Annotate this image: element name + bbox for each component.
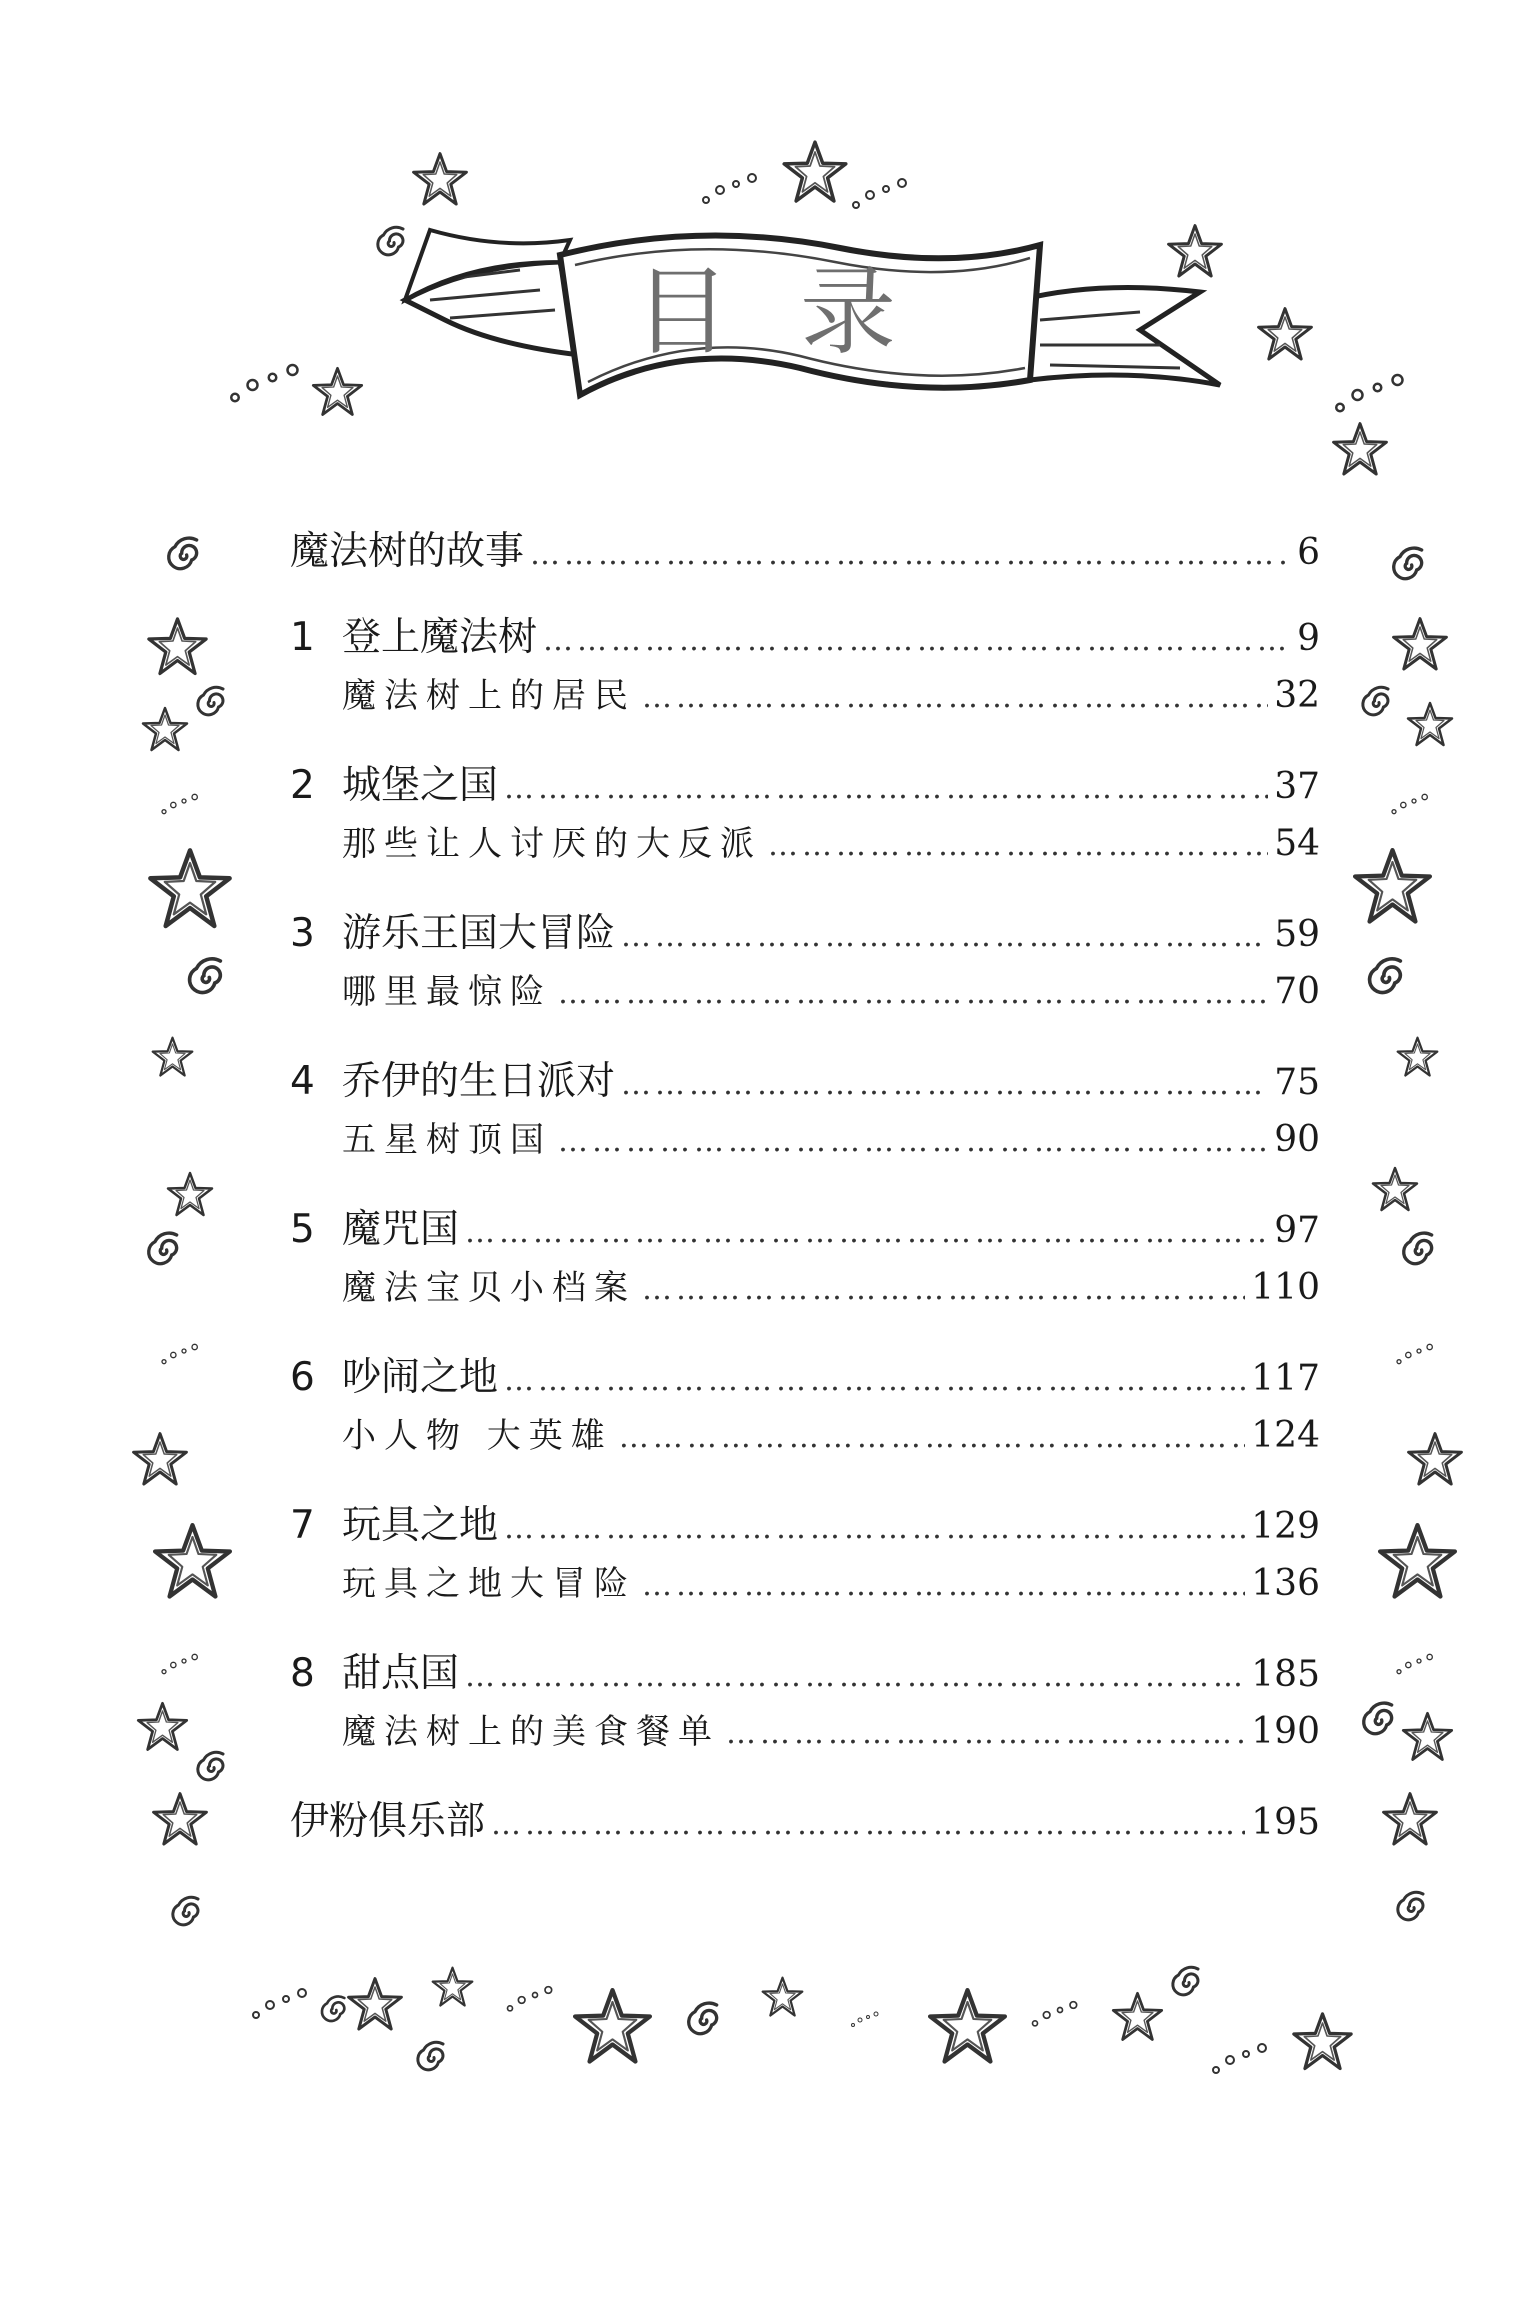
section-title: 魔法宝贝小档案	[342, 1268, 636, 1308]
dots-icon	[853, 179, 906, 208]
page-number: 97	[1274, 1210, 1320, 1251]
toc-subentry[interactable]	[290, 964, 1320, 1026]
star-icon	[149, 619, 206, 674]
star-icon	[1259, 309, 1312, 359]
swirl-icon	[1363, 687, 1388, 715]
dot-leader	[642, 1272, 1245, 1307]
section-title: 玩具之地大冒险	[342, 1564, 636, 1604]
chapter-title: 伊粉俱乐部	[290, 1799, 486, 1844]
toc-entry[interactable]	[290, 1198, 1320, 1260]
page-number: 90	[1274, 1119, 1320, 1160]
dots-icon	[508, 1987, 552, 2011]
page-number: 54	[1274, 823, 1320, 864]
star-icon	[433, 1968, 473, 2006]
toc-entry[interactable]	[290, 1790, 1320, 1852]
page-number: 185	[1251, 1654, 1320, 1695]
page-number: 75	[1274, 1062, 1320, 1103]
dot-leader	[621, 1067, 1268, 1102]
title-banner	[405, 230, 1220, 395]
chapter-number: 8	[290, 1651, 315, 1696]
dots-icon	[253, 1989, 306, 2018]
star-icon	[349, 1979, 402, 2029]
swirl-icon	[198, 687, 223, 715]
section-title: 五星树顶国	[342, 1120, 552, 1160]
toc-subentry[interactable]	[290, 1260, 1320, 1322]
star-icon	[155, 1525, 230, 1596]
page-number: 117	[1251, 1358, 1320, 1399]
star-icon	[763, 1978, 803, 2016]
swirl-icon	[1364, 1703, 1392, 1734]
chapter-number: 3	[290, 911, 315, 956]
toc-subentry[interactable]	[290, 1704, 1320, 1766]
dots-icon	[1213, 2044, 1266, 2073]
star-icon	[1394, 619, 1447, 669]
page-number: 70	[1274, 971, 1320, 1012]
star-icon	[313, 368, 361, 414]
page-number: 129	[1251, 1506, 1320, 1547]
star-icon	[153, 1038, 193, 1076]
swirl-icon	[198, 1752, 223, 1780]
dot-leader	[621, 919, 1268, 954]
chapter-title: 玩具之地	[342, 1503, 499, 1548]
toc-subentry[interactable]	[290, 816, 1320, 878]
page-number: 195	[1251, 1802, 1320, 1843]
dots-icon	[231, 365, 297, 401]
swirl-icon	[149, 1233, 177, 1264]
chapter-title: 登上魔法树	[342, 615, 538, 660]
chapter-title: 乔伊的生日派对	[342, 1059, 616, 1104]
toc-subentry[interactable]	[290, 1556, 1320, 1618]
swirl-icon	[689, 2003, 717, 2034]
star-icon	[138, 1703, 186, 1749]
star-icon	[1408, 703, 1452, 745]
dots-icon	[162, 794, 197, 813]
star-icon	[1380, 1525, 1455, 1596]
star-icon	[1398, 1038, 1438, 1076]
page-number: 190	[1251, 1711, 1320, 1752]
chapter-title: 魔法树的故事	[290, 529, 525, 574]
page-number: 32	[1274, 675, 1320, 716]
toc-subentry[interactable]	[290, 668, 1320, 730]
star-icon	[414, 154, 467, 204]
dots-icon	[162, 1654, 197, 1673]
star-icon	[134, 1434, 187, 1484]
page-number: 110	[1251, 1267, 1320, 1308]
swirl-icon	[1173, 1967, 1198, 1995]
chapter-number: 1	[290, 615, 315, 660]
swirl-icon	[1404, 1233, 1432, 1264]
chapter-title: 吵闹之地	[342, 1355, 499, 1400]
star-icon	[1334, 424, 1387, 474]
chapter-title: 游乐王国大冒险	[342, 911, 616, 956]
star-icon	[1113, 1993, 1161, 2039]
section-title: 那些让人讨厌的大反派	[342, 824, 762, 864]
dot-leader	[465, 1215, 1268, 1250]
section-title: 魔法树上的美食餐单	[342, 1712, 720, 1752]
dot-leader	[558, 976, 1268, 1011]
dots-icon	[703, 174, 756, 203]
page-number: 124	[1251, 1415, 1320, 1456]
dots-icon	[1336, 375, 1402, 411]
chapter-number: 5	[290, 1207, 315, 1252]
dots-icon	[162, 1344, 197, 1363]
dot-leader	[530, 537, 1291, 572]
star-icon	[168, 1173, 212, 1215]
dot-leader	[504, 771, 1268, 806]
toc-entry[interactable]	[290, 520, 1320, 582]
swirl-icon	[1398, 1892, 1423, 1920]
dot-leader	[465, 1659, 1245, 1694]
swirl-icon	[378, 227, 403, 255]
toc-entry[interactable]	[290, 606, 1320, 668]
toc-entry[interactable]	[290, 1494, 1320, 1556]
star-icon	[1355, 850, 1430, 921]
star-icon	[784, 142, 846, 201]
chapter-number: 4	[290, 1059, 315, 1104]
dot-leader	[491, 1807, 1245, 1842]
dot-leader	[642, 1568, 1245, 1603]
swirl-icon	[418, 2042, 443, 2070]
chapter-number: 2	[290, 763, 315, 808]
dots-icon	[1392, 794, 1427, 813]
dots-icon	[1397, 1654, 1432, 1673]
swirl-icon	[1394, 548, 1422, 579]
page-title: 目录	[634, 256, 966, 368]
star-icon	[575, 1990, 650, 2061]
toc-entry[interactable]	[290, 1346, 1320, 1408]
page-number: 136	[1251, 1563, 1320, 1604]
section-title: 哪里最惊险	[342, 972, 552, 1012]
dot-leader	[642, 680, 1268, 715]
star-icon	[1294, 2014, 1351, 2069]
toc-entry[interactable]	[290, 1050, 1320, 1112]
chapter-number: 6	[290, 1355, 315, 1400]
section-title: 魔法树上的居民	[342, 676, 636, 716]
chapter-number: 7	[290, 1503, 315, 1548]
star-icon	[930, 1990, 1005, 2061]
page-number: 37	[1274, 766, 1320, 807]
table-of-contents	[290, 520, 1320, 1852]
dots-icon	[852, 2012, 879, 2027]
dot-leader	[768, 828, 1268, 863]
dot-leader	[543, 623, 1291, 658]
dot-leader	[619, 1420, 1245, 1455]
chapter-title: 甜点国	[342, 1651, 460, 1696]
chapter-title: 城堡之国	[342, 763, 499, 808]
toc-entry[interactable]	[290, 754, 1320, 816]
toc-entry[interactable]	[290, 1642, 1320, 1704]
swirl-icon	[1370, 959, 1401, 993]
page-number: 9	[1297, 618, 1320, 659]
star-icon	[1373, 1168, 1417, 1210]
dot-leader	[504, 1511, 1245, 1546]
chapter-title: 魔咒国	[342, 1207, 460, 1252]
dots-icon	[1033, 2002, 1077, 2026]
dots-icon	[1397, 1344, 1432, 1363]
toc-subentry[interactable]	[290, 1112, 1320, 1174]
swirl-icon	[190, 959, 221, 993]
page-number: 6	[1297, 532, 1320, 573]
dot-leader	[726, 1716, 1245, 1751]
toc-subentry[interactable]	[290, 1408, 1320, 1470]
swirl-icon	[169, 538, 197, 569]
toc-entry[interactable]	[290, 902, 1320, 964]
star-icon	[154, 1794, 207, 1844]
star-icon	[1384, 1794, 1437, 1844]
star-icon	[150, 850, 229, 926]
swirl-icon	[173, 1897, 198, 1925]
page-number: 59	[1274, 914, 1320, 955]
star-icon	[1169, 226, 1222, 276]
dot-leader	[558, 1124, 1268, 1159]
swirl-icon	[322, 1996, 344, 2020]
star-icon	[1409, 1434, 1462, 1484]
star-icon	[143, 708, 187, 750]
section-title: 小人物 大英雄	[342, 1416, 613, 1456]
dot-leader	[504, 1363, 1245, 1398]
star-icon	[1403, 1713, 1451, 1759]
